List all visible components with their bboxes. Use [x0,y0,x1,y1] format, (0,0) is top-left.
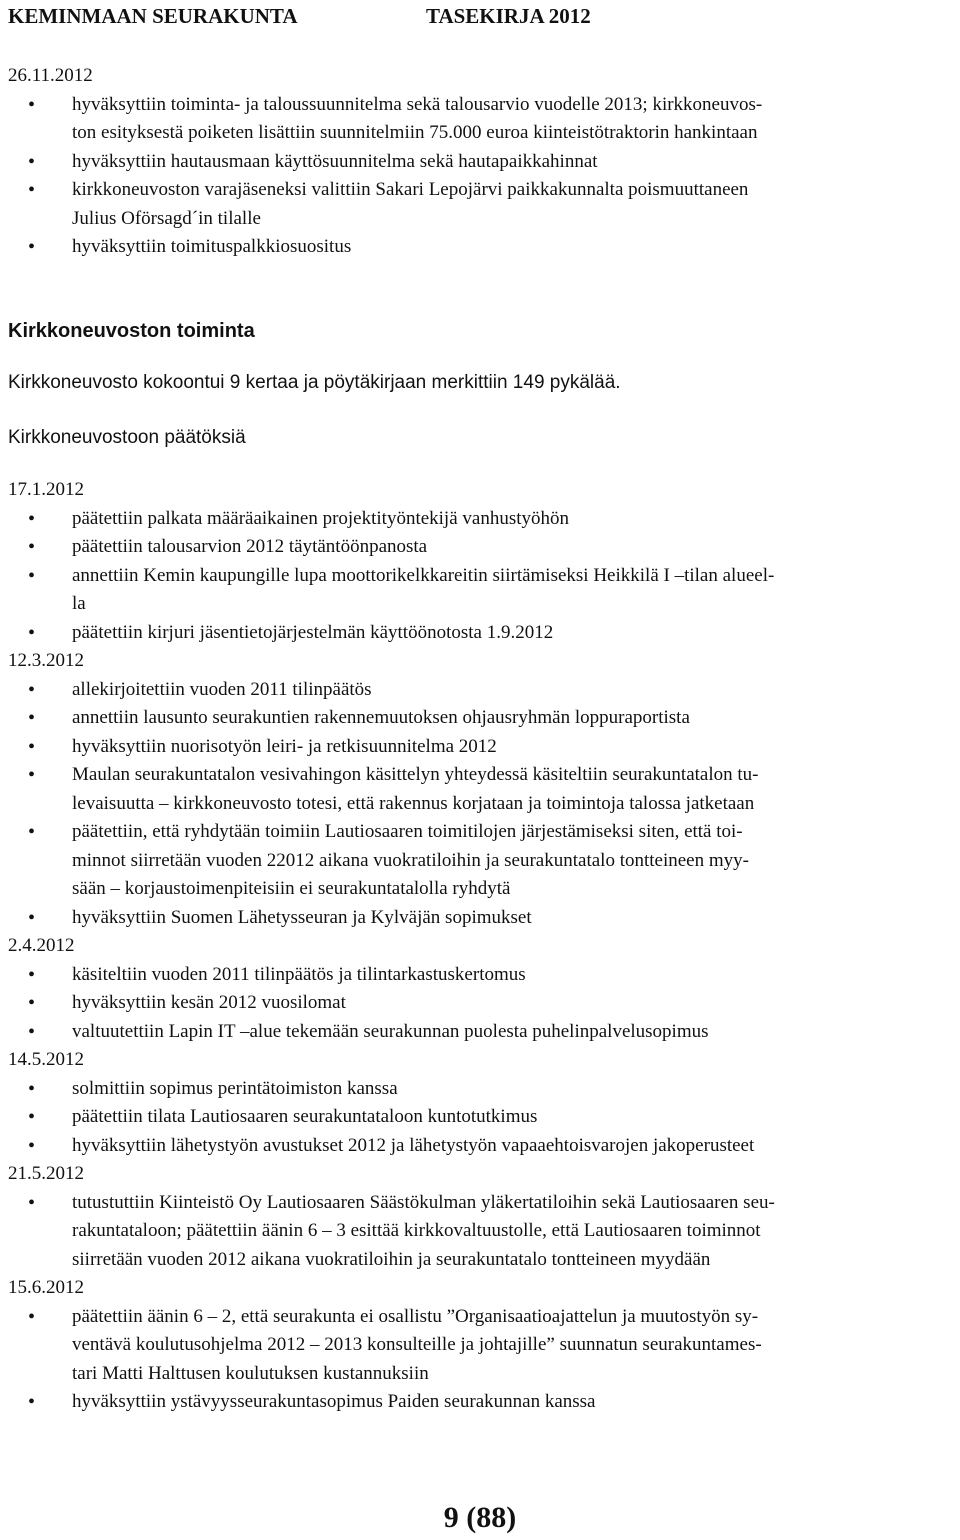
decision-list [8,1075,952,1161]
list-item [8,562,952,619]
list-item [8,989,952,1018]
list-item-line: siirretään vuoden 2012 aikana vuokratiloihin ja seurakuntatalo tontteineen myydään [72,1248,711,1270]
list-item-line: • päätettiin palkata määräaikainen projektityöntekijä vanhustyöhön [72,507,569,529]
list-item-line: • annettiin lausunto seurakuntien rakennemuutoksen ohjausryhmän loppuraportista [72,707,690,728]
list-item [8,904,952,933]
list-item-line: • hyväksyttiin toimituspalkkiosuositus [72,236,352,257]
list-item [8,1103,952,1132]
list-item-line: • päätettiin äänin 6 – 2, että seurakunta ei osallistu ”Organisaatioajattelun ja muutostyön sy- [72,1305,759,1327]
list-item [8,1075,952,1104]
spacer [8,452,952,476]
list-item-line: la [72,593,86,614]
list-item [8,704,952,733]
list-item [8,176,952,233]
meeting-date: 12.3.2012 [8,650,84,671]
decision-list [8,91,952,262]
decision-list [8,961,952,1047]
spacer [8,398,952,424]
list-item-line: rakuntataloon; päätettiin äänin 6 – 3 esittää kirkkovaltuustolle, että Lautiosaaren toiminnot [72,1220,761,1241]
list-item-line: ventävä koulutusohjelma 2012 – 2013 konsulteille ja johtajille” suunnatun seurakuntames- [72,1334,762,1355]
list-item [8,1303,952,1389]
spacer [8,262,952,317]
list-item-line: sään – korjaustoimenpiteisiin ei seurakuntatalolla ryhdytä [72,878,511,899]
list-item-line: • käsiteltiin vuoden 2011 tilinpäätös ja tilintarkastuskertomus [72,963,526,985]
header-organization: KEMINMAAN SEURAKUNTA [8,4,298,28]
list-item [8,619,952,648]
meetings-list [8,476,952,1417]
decision-list [8,1303,952,1417]
list-item [8,148,952,177]
meeting-date: 15.6.2012 [8,1277,84,1298]
list-item-line: • hyväksyttiin hautausmaan käyttösuunnitelma sekä hautapaikkahinnat [72,150,598,172]
list-item [8,676,952,705]
meeting-date: 26.11.2012 [8,65,93,86]
list-item-line: • päätettiin, että ryhdytään toimiin Lautiosaaren toimitilojen järjestämiseksi siten, että toi- [72,821,743,842]
page-number: 9 (88) [443,1501,517,1534]
meeting-date: 17.1.2012 [8,479,84,500]
list-item-line: levaisuutta – kirkkoneuvosto totesi, että rakennus korjataan ja toimintoja talossa jatketaan [72,792,755,814]
list-item-line: ton esityksestä poiketen lisättiin suunnitelmiin 75.000 euroa kiinteistötraktorin hankintaan [72,122,758,143]
list-item [8,1132,952,1161]
list-item-line: • päätettiin tilata Lautiosaaren seurakuntataloon kuntotutkimus [72,1106,538,1127]
list-item-line: • hyväksyttiin lähetystyön avustukset 2012 ja lähetystyön vapaaehtoisvarojen jakoperusteet [72,1134,755,1156]
list-item [8,761,952,818]
decision-list [8,505,952,648]
list-item [8,1189,952,1275]
list-item-line: • päätettiin kirjuri jäsentietojärjestelmän käyttöönotosta 1.9.2012 [72,621,554,643]
list-item-line: • hyväksyttiin Suomen Lähetysseuran ja Kylväjän sopimukset [72,906,532,928]
document-body [8,62,952,1417]
page-header [8,2,591,32]
spacer [8,345,952,369]
list-item-line: minnot siirretään vuoden 22012 aikana vuokratiloihin ja seurakuntatalo tontteineen myy- [72,849,749,871]
list-item-line: • hyväksyttiin toiminta- ja taloussuunnitelma sekä talousarvio vuodelle 2013; kirkkoneuvos- [72,93,763,115]
list-item [8,91,952,148]
list-item [8,533,952,562]
list-item-line: • tutustuttiin Kiinteistö Oy Lautiosaaren Säästökulman yläkertatiloihin sekä Lautiosaaren seu- [72,1191,775,1213]
list-item-line: • Maulan seurakuntatalon vesivahingon käsittelyn yhteydessä käsiteltiin seurakuntatalon tu- [72,764,759,785]
list-item [8,818,952,904]
list-item-line: • hyväksyttiin ystävyysseurakuntasopimus Paiden seurakunnan kanssa [72,1391,596,1412]
list-item-line: • valtuutettiin Lapin IT –alue tekemään seurakunnan puolesta puhelinpalvelusopimus [72,1020,709,1042]
list-item [8,505,952,534]
list-item-line: • annettiin Kemin kaupungille lupa moottorikelkkareitin siirtämiseksi Heikkilä I –tilan alueel- [72,564,775,586]
list-item-line: • solmittiin sopimus perintätoimiston kanssa [72,1077,398,1099]
list-item [8,733,952,762]
list-item [8,1388,952,1417]
list-item-line: Julius Oförsagd´in tilalle [72,207,261,229]
section-intro: Kirkkoneuvosto kokoontui 9 kertaa ja pöytäkirjaan merkittiin 149 pykälää. [8,372,621,393]
decision-list [8,676,952,933]
list-item-line: • kirkkoneuvoston varajäseneksi valittiin Sakari Lepojärvi paikkakunnalta poismuuttaneen [72,179,749,200]
meeting-date: 2.4.2012 [8,935,75,956]
meeting-date: 14.5.2012 [8,1049,84,1070]
list-item-line: • hyväksyttiin nuorisotyön leiri- ja retkisuunnitelma 2012 [72,735,497,757]
list-item-line: • allekirjoitettiin vuoden 2011 tilinpäätös [72,678,372,700]
list-item [8,233,952,262]
list-item-line: • hyväksyttiin kesän 2012 vuosilomat [72,992,346,1013]
list-item [8,961,952,990]
list-item-line: • päätettiin talousarvion 2012 täytäntöönpanosta [72,536,428,557]
list-item-line: tari Matti Halttusen koulutuksen kustannuksiin [72,1362,429,1384]
section-title: Kirkkoneuvoston toiminta [8,319,255,342]
section-subtitle: Kirkkoneuvostoon päätöksiä [8,426,246,448]
list-item [8,1018,952,1047]
meeting-date: 21.5.2012 [8,1163,84,1184]
header-document-title: TASEKIRJA 2012 [426,4,591,28]
decision-list [8,1189,952,1275]
